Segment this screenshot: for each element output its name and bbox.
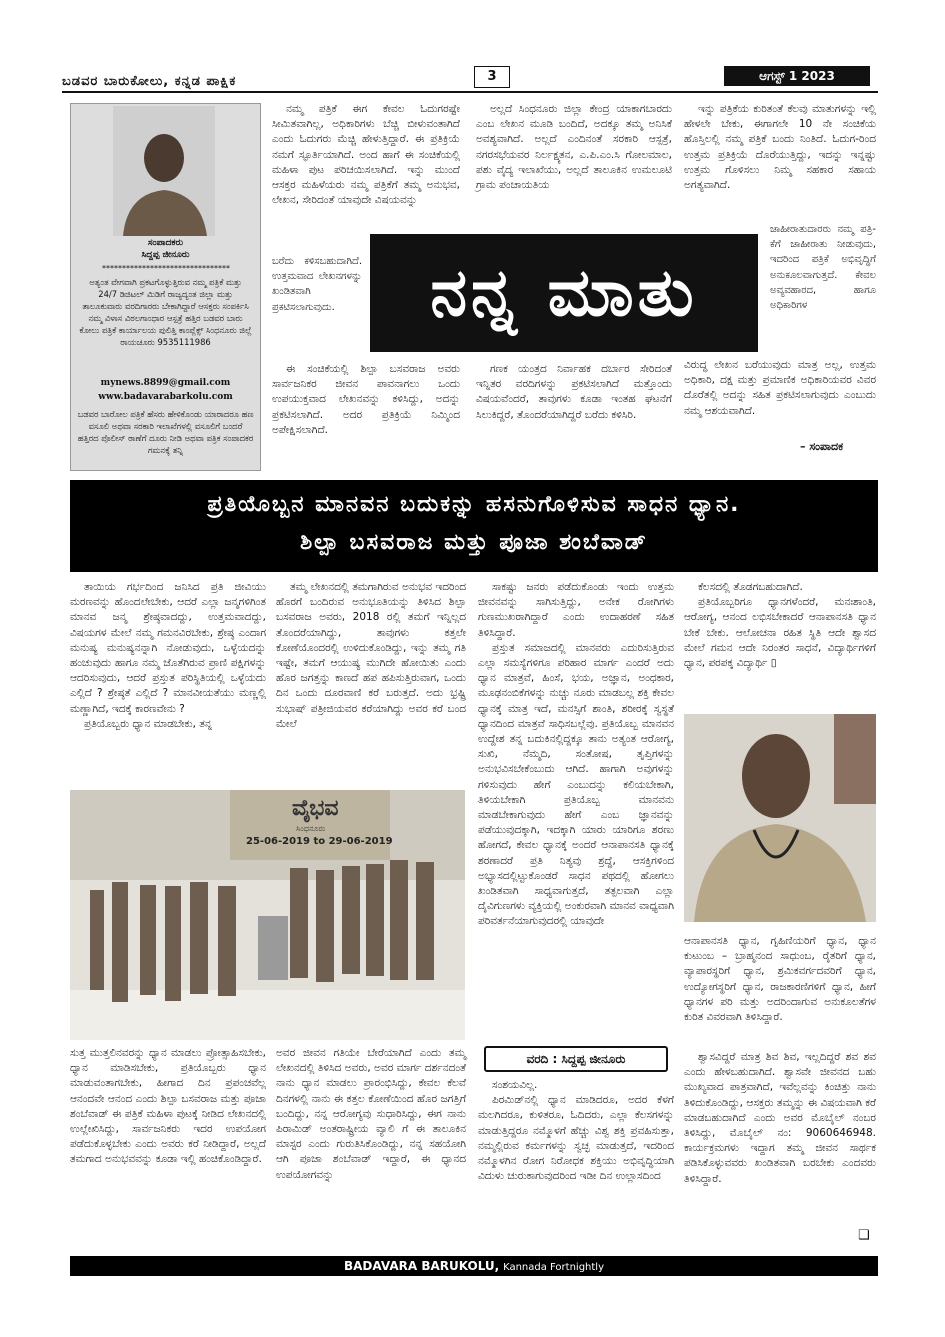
sidebar-info: ಅತ್ಯಂತ ವೇಗವಾಗಿ ಪ್ರಕಟಗೊಳ್ಳುತ್ತಿರುವ ನಮ್ಮ ಪತ್ರಿಕೆ ಮತ್ತು 24/7 ಡಿಜಿಟಲ್ ಮಿಡಿಗೆ ರಾಜ್ಯದ್ಯಂತ ಜಿಲ್ಲಾ ಮತ್ತು ತಾಲೂಕುವಾರು ವರದಿಗಾರರು ಬೇಕಾಗಿದ್ದಾರೆ ಆಸಕ್ತರು ಸಂಪರ್ಕಿಸಿ ನಮ್ಮ ವಿಳಾಸ ವಿಠಲಗಾಂಧಾರ ಆಸ್ಪತ್ರೆ ಹತ್ತಿರ ಬಡವರ ಬಾರು ಕೋಲು ಪತ್ರಿಕೆ ಕಾರ್ಯಾಲಯ ಪುಲಿತ್ತಿ ಕಾಂಪ್ಲೆಕ್ಸ್ ಸಿಂಧನೂರು ಜಿಲ್ಲೆ ರಾಯಚೂರು 9535111986 <box>79 277 252 347</box>
editorial-col1-end: ಈ ಸಂಚಿಕೆಯಲ್ಲಿ ಶಿಲ್ಪಾ ಬಸವರಾಜ ಅವರು ಸಾರ್ವಜನಿಕರ ಜೀವನ ಪಾವನಾಗಲು ಒಂದು ಉಪಯುಕ್ತವಾದ ಲೇಖನವನ್ನು ಕಳಿಸಿದ್ದು, ಅದನ್ನು ಪ್ರಕಟಿಸಲಾಗಿದೆ. ಅದರ ಪ್ರತಿಕ್ರಿಯೆ ನಿಮ್ಮಿಂದ ಅಪೇಕ್ಷಿಸಲಾಗಿದೆ. <box>272 363 460 436</box>
banner-title: ವೈಭವ <box>292 796 339 821</box>
editorial-col2-end: ಗಣಕ ಯಂತ್ರದ ನಿರ್ವಾಹಕ ದರ್ಬಾರ ಸೇರಿದಂತೆ ಇನ್ನಿತರ ವರದಿಗಳನ್ನು ಪ್ರಕಟಿಸಲಾಗಿದೆ ಮತ್ತೊಂದು ವಿಷಯವೆಂದರೆ, ತಾವುಗಳು ಕೂಡಾ ಇಂತಹ ಘಟನೆಗೆ ಸಿಲುಕಿದ್ದರೆ, ತೊಂದರೆಯಾಗಿದ್ದರೆ ಬರೆದು ಕಳಿಸಿರಿ. <box>476 363 672 421</box>
banner-sub: ಸಿಂಧನೂರು <box>296 824 326 833</box>
article-col1-bottom: ಸುತ್ತ ಮುತ್ತಲಿನವರನ್ನು ಧ್ಯಾನ ಮಾಡಲು ಪ್ರೋತ್ಸಾಹಿಸಬೇಕು, ಧ್ಯಾನ ಮಾಡಿಸಬೇಕು, ಪ್ರತಿಯೊಬ್ಬರು ಧ್ಯಾನ ಮಾಡುವಂತಾಗಬೇಕು, ಹೀಗಾದ ದಿನ ಪ್ರಪಂಚವೆಲ್ಲ ಆನಂದವೇ ಆನಂದ ಎಂದು ಶಿಲ್ಪಾ ಬಸವರಾಜ ಮತ್ತು ಪೂಜಾ ಶಂಬೆವಾಡ್ ಈ ಪತ್ರಿಕೆ ಮಹಿಳಾ ಪುಟಕ್ಕೆ ನೀಡಿದ ಲೇಖನದಲ್ಲಿ ಉಲ್ಲೇಖಿಸಿದ್ದು, ಸಾರ್ವಜನಿಕರು ಇದರ ಉಪಯೋಗ ಪಡೆದುಕೊಳ್ಳಬೇಕು ಎಂದು ಅವರು ಕರೆ ನೀಡಿದ್ದಾರೆ, ಅಲ್ಲದೆ ತಮಗಾದ ಅನುಭವವನ್ನು ಕೂಡಾ ಇಲ್ಲಿ ಹಂಚಿಕೊಂಡಿದ್ದಾರೆ. <box>70 1047 266 1166</box>
editor-name: ಸಿದ್ದಪ್ಪ ಜೀನೂರು <box>141 250 190 260</box>
header-rule <box>62 91 878 93</box>
editorial-title: ನನ್ನ ಮಾತು <box>370 234 758 352</box>
article-col3: ಸಾಕಷ್ಟು ಜನರು ಪಡೆದುಕೊಂಡು ಇಂದು ಉತ್ತಮ ಜೀವನವನ್ನು ಸಾಗಿಸುತ್ತಿದ್ದು, ಅನೇಕ ರೋಗಿಗಳು ಗುಣಮುಖರಾಗಿದ್ದಾರೆ ಎಂದು ಉದಾಹರಣೆ ಸಹಿತ ತಿಳಿಸಿದ್ದಾರೆ. ಪ್ರಸ್ತುತ ಸಮಾಜದಲ್ಲಿ ಮಾನವರು ಎದುರಿಸುತ್ತಿರುವ ಎಲ್ಲಾ ಸಮಸ್ಯೆಗಳಿಗೂ ಪರಿಹಾರ ಮಾರ್ಗ ಎಂದರೆ ಅದು ಧ್ಯಾನ ಮಾತ್ರವೆ, ಹಿಂಸೆ, ಭಯ, ಅಜ್ಞಾನ, ಅಂಧಕಾರ, ಮೂಢನಂಬಿಕೆಗಳನ್ನು ನುಚ್ಚು ನೂರು ಮಾಡಬಲ್ಲ ಶಕ್ತಿ ಕೇವಲ ಧ್ಯಾನಕ್ಕೆ ಮಾತ್ರ ಇದೆ, ಮನಸ್ಸಿಗೆ ಶಾಂತಿ, ಶರೀರಕ್ಕೆ ಸ್ವಸ್ಥತೆ ಧ್ಯಾನದಿಂದ ಮಾತ್ರವೆ ಸಾಧಿಸಬಲ್ಲೆವು. ಪ್ರತಿಯೊಬ್ಬ ಮಾನವನ ಉದ್ದೇಶ ತನ್ನ ಬದುಕಿನಲ್ಲಿದ್ದಕ್ಕೂ ತಾನು ಅತ್ಯಂತ ಆರೋಗ್ಯ, ಸುಖಿ, ನೆಮ್ಮದಿ, ಸಂತೋಷ, ತೃಪ್ತಿಗಳನ್ನು ಅನುಭವಿಸಬೇಕೆಂಬುದು ಆಗಿದೆ. ಹಾಗಾಗಿ ಅವುಗಳನ್ನು ಗಳಿಸುವುದು ಹೇಗೆ ಎಂಬುದನ್ನು ಕಲಿಯಬೇಕಾಗಿ, ತಿಳಿಯಬೇಕಾಗಿ ಪ್ರತಿಯೊಬ್ಬ ಮಾನವನು ಮಾಡಬೇಕಾಗುವುದು ಹೇಗೆ ಎಂಬ ಜ್ಞಾನವನ್ನು ಪಡೆಯುವುದಕ್ಕಾಗಿ, ಇದಕ್ಕಾಗಿ ಯಾರು ಯಾರಿಗೂ ಶರಣು ಹೋಗದೆ, ಕೇವಲ ಧ್ಯಾನಕ್ಕೆ ಅಂದರೆ ಆನಾಪಾನಸತಿ ಧ್ಯಾನಕ್ಕೆ ಶರಣಾದರೆ ಪ್ರತಿ ನಿತ್ಯವು ಶ್ರದ್ಧೆ, ಆಸಕ್ತಿಗಳಿಂದ ಅಭ್ಯಾಸದಲ್ಲಿಟ್ಟುಕೊಂಡರೆ ಸಾಧನ ಪಥದಲ್ಲಿ ಹೋಗಲು ಖಂಡಿತವಾಗಿ ಸಾಧ್ಯವಾಗುತ್ತದೆ, ತತ್ಪಲವಾಗಿ ಎಲ್ಲಾ ದೈವಿಗುಣಗಳು ವ್ಯಕ್ತಿಯಲ್ಲಿ ಅಂಕುರವಾಗಿ ಮಾನವ ವಾಧ್ಯವಾಗಿ ಪರಿವರ್ತನೆಯಾಗುವುದರಲ್ಲಿ ಯಾವುದೇ <box>478 581 674 928</box>
reporter-credit: ವರದಿ : ಸಿದ್ದಪ್ಪ ಜೀನೂರು <box>484 1046 668 1072</box>
author-photo <box>684 714 876 922</box>
issue-date: ಆಗಸ್ಟ್ 1 2023 <box>724 66 870 86</box>
sidebar-divider: ******************************** <box>102 264 230 273</box>
editor-role: ಸಂಪಾದಕರು <box>147 238 184 248</box>
article-headline <box>70 480 878 572</box>
editorial-col1-narrow: ಬರೆದು ಕಳಿಸಬಹುದಾಗಿದೆ. ಉತ್ತಮವಾದ ಲೇಖನಗಳನ್ನು ಖಂಡಿತವಾಗಿ ಪ್ರಕಟಿಸಲಾಗುವುದು. <box>272 256 362 313</box>
footer-bar <box>70 1256 878 1276</box>
article-col4-c: ಆನಾಪಾನಸತಿ ಧ್ಯಾನ, ಗೃಹಿಣಿಯರಿಗೆ ಧ್ಯಾನ, ಧ್ಯಾನ ಕುಟುಂಬ – ಬ್ರಾಹ್ಮನಂದ ಸಾಧುಂಬ, ರೈತರಿಗೆ ಧ್ಯಾನ, ವ್ಯಾಪಾರಸ್ಥರಿಗೆ ಧ್ಯಾನ, ಶ್ರಮಿಕವರ್ಗದವರಿಗೆ ಧ್ಯಾನ, ಉದ್ಯೋಗಸ್ಥರಿಗೆ ಧ್ಯಾನ, ರಾಜಕಾರಣಿಗಳಿಗೆ ಧ್ಯಾನ, ಹೀಗೆ ಧ್ಯಾನಗಳ ಪರಿ ಮತ್ತು ಅದರಿಂದಾಗುವ ಅನುಕೂಲತೆಗಳ ಕುರಿತ ವಿವರವಾಗಿ ತಿಳಿಸಿದ್ದಾರೆ. <box>684 935 876 1024</box>
author-portrait-icon <box>684 714 876 922</box>
headline-line1: ಪ್ರತಿಯೊಬ್ಬನ ಮಾನವನ ಬದುಕನ್ನು ಹಸನುಗೊಳಿಸುವ ಸಾಧನ ಧ್ಯಾನ. <box>207 492 741 517</box>
banner-dates: 25-06-2019 to 29-06-2019 <box>246 836 393 847</box>
editorial-col3-end: ವಿರುದ್ಧ ಲೇಖನ ಬರೆಯುವುದು ಮಾತ್ರ ಅಲ್ಲ, ಉತ್ತಮ ಅಧಿಕಾರಿ, ದಕ್ಷ ಮತ್ತು ಪ್ರಮಾಣಿಕ ಅಧಿಕಾರಿಯವರ ವಿವರ ದೊರೆತಲ್ಲಿ ಅದನ್ನು ಸಹಿತ ಪ್ರಕಟಿಸಲಾಗುವುದು ಎಂಬುದು ನಮ್ಮ ಆಶಯವಾಗಿದೆ. <box>684 359 876 417</box>
editorial-col2: ಅಲ್ಲದೆ ಸಿಂಧನೂರು ಜಿಲ್ಲಾ ಕೇಂದ್ರ ಯಾಕಾಗಬಾರದು ಎಂಬ ಲೇಖನ ಮೂಡಿ ಬಂದಿದೆ, ಅದಕ್ಕೂ ತಮ್ಮ ಅನಿಸಿಕೆ ಅವಶ್ಯವಾಗಿದೆ. ಅಲ್ಲದೆ ಎಂದಿನಂತೆ ಸರಕಾರಿ ಆಸ್ಪತ್ರೆ, ನಗರಸಭೆಯವರ ನಿರ್ಲಕ್ಷ್ಯತನ, ಎ.ಪಿ.ಎಂ.ಸಿ ಗೋಲಮಾಲ, ಪಶು ವೈದ್ಯ ಇಲಾಖೆಯು, ಅಲ್ಲದೆ ತಾಲೂಕಿನ ಉಮಲೂಟಿ ಗ್ರಾಮ ಪಂಚಾಯತಿಯ <box>476 103 672 192</box>
headline-line2: ಶಿಲ್ಪಾ ಬಸವರಾಜ ಮತ್ತು ಪೂಜಾ ಶಂಬೆವಾಡ್ <box>300 530 648 555</box>
editor-photo <box>113 106 215 236</box>
article-end-mark: ❑ <box>858 1228 870 1243</box>
footer-title: BADAVARA BARUKOLU, <box>344 1259 500 1273</box>
article-col4: ಕೆಲಸದಲ್ಲಿ ತೊಡಗಬಹುದಾಗಿದೆ. ಪ್ರತಿಯೊಬ್ಬರಿಗೂ ಧ್ಯಾನಗಳೆಂದರೆ, ಮನಃಶಾಂತಿ, ಆರೋಗ್ಯ, ಆನಂದ ಲಭಿಸಬೇಕಾದರೆ ಆನಾಪಾನಸತಿ ಧ್ಯಾನ ಬೇಕೆ ಬೇಕು. ಆಲೋಚನಾ ರಹಿತ ಸ್ಥಿತಿ ಆದೇ ಶ್ವಾಸದ ಮೇಲೆ ಗಮನ ಆದೇ ನಿರಂತರ ಸಾಧನೆ, ವಿದ್ಯಾರ್ಥಿಗಳಿಗೆ ಧ್ಯಾನ, ಪರಪಕ್ಕ ವಿದ್ಯಾರ್ಥಿ ▯ <box>684 581 876 670</box>
article-col4-d: ಶ್ವಾಸವಿದ್ದರೆ ಮಾತ್ರ ಶಿವ ಶಿವ, ಇಲ್ಲದಿದ್ದರೆ ಶವ ಶವ ಎಂದು ಹೇಳಬಹುದಾಗಿದೆ. ಶ್ವಾಸವೇ ಜೀವನದ ಬಹು ಮುಖ್ಯವಾದ ಪಾತ್ರವಾಗಿದೆ, ಇವೆಲ್ಲವನ್ನು ಕಿಂಚಿತ್ತು ನಾನು ತಿಳಿದುಕೊಂಡಿದ್ದು, ಆಸಕ್ತರು ತಮ್ಮನ್ನು ಈ ವಿಷಯವಾಗಿ ಕರೆ ಮಾಡಬಹುದಾಗಿದೆ ಎಂದು ಅವರ ಮೊಬೈಲ್ ನಂಬರ ತಿಳಿಸಿದ್ದು, ಮೊಬೈಲ್ ನಂ: 9060646948. ಕಾರ್ಯಕ್ರಮಗಳು ಇದ್ದಾಗ ತಮ್ಮ ಜೀವನ ಸಾರ್ಥಕ ಪಡಿಸಿಕೊಳ್ಳುವವರು ಖಂಡಿತವಾಗಿ ಬರಬೇಕು ಎಂದವರು ತಿಳಿಸಿದ್ದಾರೆ. <box>684 1051 876 1185</box>
editorial-col3: ಇನ್ನು ಪತ್ರಿಕೆಯ ಕುರಿತಂತೆ ಕೆಲವು ಮಾತುಗಳನ್ನು ಇಲ್ಲಿ ಹೇಳಲೇ ಬೇಕು, ಈಗಾಗಲೇ 10 ನೇ ಸಂಚಿಕೆಯ ಹೊಸ್ತಿಲಲ್ಲಿ ನಮ್ಮ ಪತ್ರಿಕೆ ಬಂದು ನಿಂತಿದೆ. ಓದುಗ-ರಿಂದ ಉತ್ತಮ ಪ್ರತಿಕ್ರಿಯೆ ದೊರೆಯುತ್ತಿದ್ದು, ಇದನ್ನು ಇನ್ನಷ್ಟು ಉತ್ತಮ ಗೊಳಿಸಲು ನಿಮ್ಮ ಸಹಕಾರ ಸಹಾಯ ಅಗತ್ಯವಾಗಿದೆ. <box>684 103 876 192</box>
article-col2-bottom: ಅವರ ಜೀವನ ಗತಿಯೇ ಬೇರೆಯಾಗಿದೆ ಎಂದು ತಮ್ಮ ಲೇಖನದಲ್ಲಿ ತಿಳಿಸಿದ ಅವರು, ಅವರ ಮಾರ್ಗ ದರ್ಶನದಂತೆ ನಾನು ಧ್ಯಾನ ಮಾಡಲು ಪ್ರಾರಂಭಿಸಿದ್ದು, ಕೇವಲ ಕೆಲವೆ ದಿನಗಳಲ್ಲಿ ನಾನು ಈ ಕತ್ತಲ ಕೋಣೆಯಿಂದ ಹೊರ ಜಗತ್ತಿಗೆ ಬಂದಿದ್ದು, ನನ್ನ ಆರೋಗ್ಯವು ಸುಧಾರಿಸಿದ್ದು, ಈಗ ನಾನು ಪಿರಾಮಿಡ್ ಅಂತರಾಷ್ಟ್ರೀಯ ವ್ಯಾಲಿ ಗೆ ಈ ತಾಲೂಕಿನ ಮಾಸ್ಟರ ಎಂದು ಗುರುತಿಸಿಕೊಂಡಿದ್ದು, ನನ್ನ ಸಹಯೋಗಿ ಆಗಿ ಪೂಜಾ ಶಂಬೆವಾಡ್ ಇದ್ದಾರೆ, ಈ ಧ್ಯಾನದ ಉಪಯೋಗವನ್ನು <box>276 1047 466 1181</box>
page-number: 3 <box>474 66 510 88</box>
publication-header: ಬಡವರ ಬಾರುಕೋಲು, ಕನ್ನಡ ಪಾಕ್ಷಿಕ <box>62 74 237 89</box>
editor-portrait-icon <box>113 106 215 236</box>
editorial-signature: – ಸಂಪಾದಕ <box>800 440 844 453</box>
article-col2-top: ತಮ್ಮ ಲೇಖನದಲ್ಲಿ ತಮಗಾಗಿರುವ ಅನುಭವ ಇದರಿಂದ ಹೊರಗೆ ಬಂದಿರುವ ಅನುಭೂತಿಯನ್ನು ತಿಳಿಸಿದ ಶಿಲ್ಪಾ ಬಸವರಾಜ ಅವರು, 2018 ರಲ್ಲಿ ತಮಗೆ ಇನ್ನಿಲ್ಲದ ತೊಂದರೆಯಾಗಿದ್ದು, ತಾವುಗಳು ಕತ್ತಲೇ ಕೋಣೆಯೊಂದರಲ್ಲಿ ಉಳಿದುಕೊಂಡಿದ್ದು, ಇನ್ನು ತಮ್ಮ ಗತಿ ಇಷ್ಟೇ, ತಮಗೆ ಆಯುಷ್ಯ ಮುಗಿದೇ ಹೋಯಿತು ಎಂದು ಹೊರ ಜಗತ್ತನ್ನು ಕಾಣದೆ ಹಪ ಹಪಿಸುತ್ತಿರುವಾಗ, ಒಂದು ದಿನ ಒಂದು ದೂರವಾಣಿ ಕರೆ ಬರುತ್ತದೆ. ಅದು ಭ್ರಷ್ಟ್ರಿ ಸುಭಾಷ್ ಪತ್ರೀಜಿಯವರ ಕರೆಯಾಗಿದ್ದು ಅವರ ಕರೆ ಬಂದ ಮೇಲೆ <box>276 581 466 730</box>
group-photo <box>70 790 465 1040</box>
editor-sidebar <box>70 103 261 471</box>
editorial-col1: ನಮ್ಮ ಪತ್ರಿಕೆ ಈಗ ಕೇವಲ ಓದುಗರಷ್ಟೇ ಸೀಮಿತವಾಗಿಲ್ಲ, ಅಧಿಕಾರಿಗಳು ಬೆಚ್ಚಿ ಬೀಳುವಂತಾಗಿದೆ ಎಂದು ಓದುಗರು ಮೆಚ್ಚಿ ಹೇಳುತ್ತಿದ್ದಾರೆ. ಈ ಪ್ರತಿಕ್ರಿಯೆ ನಮಗೆ ಸ್ಫೂರ್ತಿಯಾಗಿದೆ. ಅಂದ ಹಾಗೆ ಈ ಸಂಚಿಕೆಯಲ್ಲಿ ಮಹಿಳಾ ಪುಟ ಪರಿಚಯಿಸಲಾಗಿದೆ. ಇನ್ನು ಮುಂದೆ ಆಸಕ್ತರ ಮಹಿಳೆಯರು ನಮ್ಮ ಪತ್ರಿಕೆಗೆ ತಮ್ಮ ಅನುಭವ, ಲೇಖನ, ಸೇರಿದಂತೆ ಯಾವುದೇ ವಿಷಯವನ್ನು <box>272 103 460 207</box>
sidebar-website[interactable]: www.badavarabarkolu.com <box>98 392 233 402</box>
article-col1-top: ತಾಯಿಯ ಗರ್ಭದಿಂದ ಜನಿಸಿದ ಪ್ರತಿ ಜೀವಿಯು ಮರಣವನ್ನು ಹೊಂದಲೇಬೇಕು, ಆದರೆ ಎಲ್ಲಾ ಜನ್ಮಗಳಿಗಿಂತ ಮಾನವ ಜನ್ಮ ಶ್ರೇಷ್ಠವಾದದ್ದು, ಉತ್ತಮವಾದದ್ದು, ವಿಷಯಗಳ ಮೇಲೆ ನಮ್ಮ ಗಮನವಿರಬೇಕು, ಶ್ರೇಷ್ಠ ಎಂದಾಗ ಮನುಷ್ಯ ಮನುಷ್ಯನನ್ನಾಗಿ ನೋಡುವುದು, ಒಳ್ಳೆಯದನ್ನು ಹಂಚುವುದು ಹಾಗೂ ನಮ್ಮ ಜೊತೆಗಿರುವ ಪ್ರಾಣಿ ಪಕ್ಷಿಗಳನ್ನು ಆದರಿಸುವುದು, ಆದರೆ ಪ್ರಸ್ತುತ ಪರಿಸ್ಥಿತಿಯಲ್ಲಿ ಒಳ್ಳೆಯದು ಎಲ್ಲಿದೆ ? ಶ್ರೇಷ್ಠತೆ ಎಲ್ಲಿದೆ ? ಮಾನವೀಯತೆಯು ಮಣ್ಣಲ್ಲಿ ಮಣ್ಣಾಗಿದೆ, ಇದಕ್ಕೆ ಕಾರಣವೇನು ? ಪ್ರತಿಯೊಬ್ಬರು ಧ್ಯಾನ ಮಾಡಬೇಕು, ತನ್ನ <box>70 581 266 730</box>
article-col3-bottom: ಸಂಶಯವಿಲ್ಲ. ಪಿರಮಿಡ್‌ನಲ್ಲಿ ಧ್ಯಾನ ಮಾಡಿದರೂ, ಅದರ ಕೆಳಗೆ ಮಲಗಿದರೂ, ಕುಳಿತರೂ, ಓದಿದರು, ಎಲ್ಲಾ ಕೆಲಸಗಳನ್ನು ಮಾಡುತ್ತಿದ್ದರೂ ನಮ್ಮೊಳಗೆ ಹೆಚ್ಚು ವಿಶ್ವ ಶಕ್ತಿ ಪ್ರವಹಿಸುತ್ತಾ, ನಮ್ಮಲ್ಲಿರುವ ಕರ್ಮಗಳನ್ನು ಸ್ವಚ್ಛ ಮಾಡುತ್ತದೆ, ಇದರಿಂದ ನಮ್ಮೊಳಗಿನ ರೋಗ ನಿರೋಧಕ ಶಕ್ತಿಯು ಅಭಿವೃದ್ಧಿಯಾಗಿ ವಿದುಳು ಚುರುಕಾಗುವುದರಿಂದ ಇಡೀ ದಿನ ಉಲ್ಲಾಸದಿಂದ <box>478 1079 674 1183</box>
footer-subtitle: Kannada Fortnightly <box>503 1262 604 1273</box>
group-photo-image <box>70 790 465 1040</box>
sidebar-email[interactable]: mynews.8899@gmail.com <box>100 378 231 388</box>
editorial-col3-narrow: ಜಾಹೀರಾತುದಾರರು ನಮ್ಮ ಪತ್ರಿ-ಕೆಗೆ ಜಾಹೀರಾತು ನೀಡುವುದು, ಇದರಿಂದ ಪತ್ರಿಕೆ ಅಭಿವೃದ್ಧಿಗೆ ಅನುಕೂಲವಾಗುತ್ತದೆ. ಕೇವಲ ಅವ್ಯವಹಾರದ, ಹಾಗೂ ಅಧಿಕಾರಿಗಳ <box>770 224 876 312</box>
sidebar-notice: ಬಡವರ ಬಾರೋಲ ಪತ್ರಿಕೆ ಹೆಸರು ಹೇಳಿಕೊಂಡು ಯಾರಾದರೂ ಹಣ ವಸೂಲಿ ಅಥವಾ ಸರಕಾರಿ ಇಲಾಖೆಗಳಲ್ಲಿ ವಸೂಲಿಗೆ ಬಂದರೆ ಹತ್ತಿರದ ಪೊಲೀಸ್ ಠಾಣೆಗೆ ದೂರು ನೀಡಿ ಅಥವಾ ಪತ್ರಿಕ ಸಂಪಾದಕರ ಗಮನಕ್ಕೆ ತನ್ನಿ <box>77 409 254 455</box>
